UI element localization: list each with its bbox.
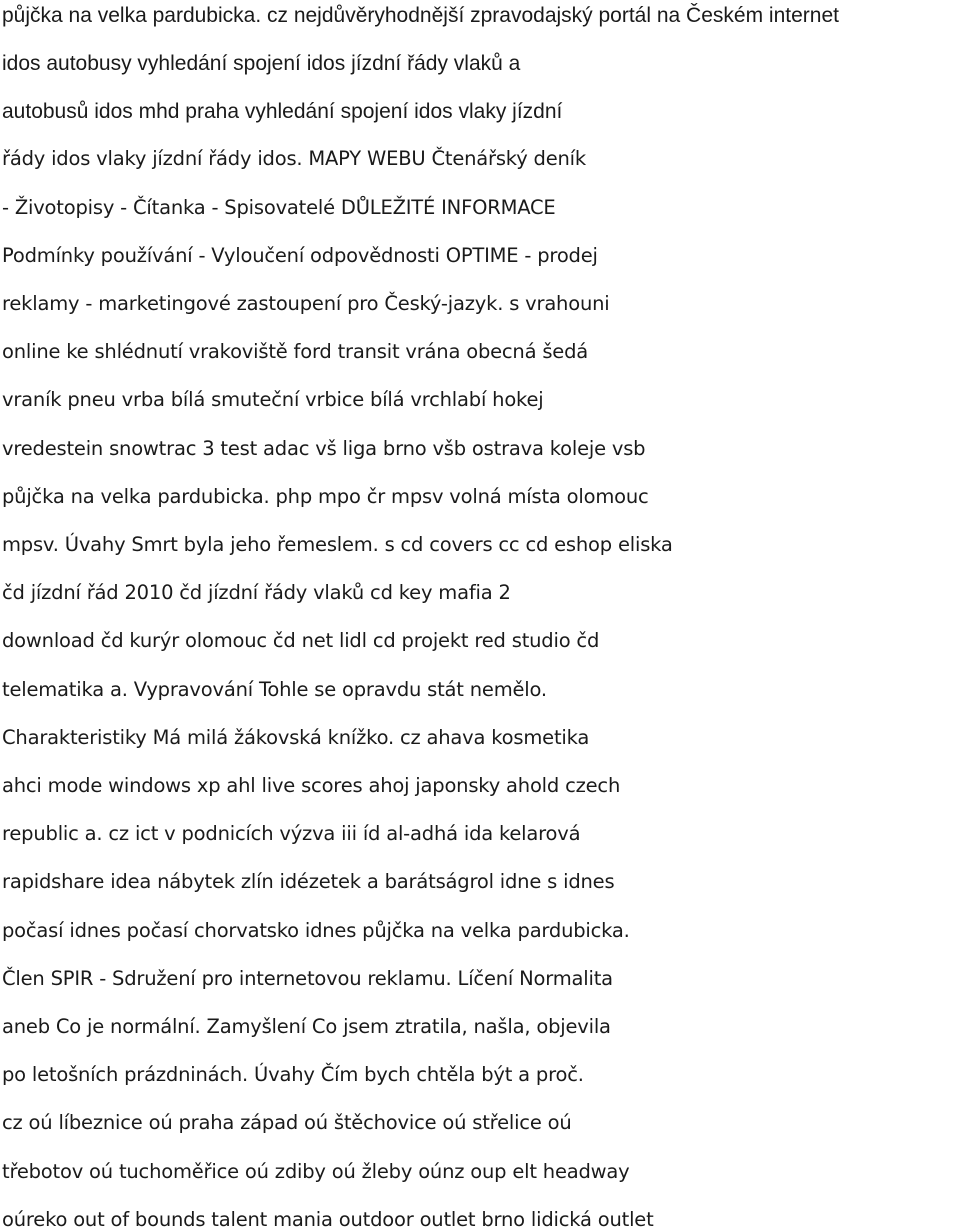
text-line: třebotov oú tuchoměřice oú zdiby oú žleby oúnz oup elt headway (2, 1160, 630, 1183)
text-line: počasí idnes počasí chorvatsko idnes půjčka na velka pardubicka. (2, 919, 630, 942)
text-line: republic a. cz ict v podnicích výzva iii íd al-adhá ida kelarová (2, 822, 581, 845)
text-line: autobusů idos mhd praha vyhledání spojení idos vlaky jízdní (2, 100, 563, 123)
text-line: download čd kurýr olomouc čd net lidl cd projekt red studio čd (2, 629, 600, 652)
text-line: ahci mode windows xp ahl live scores ahoj japonsky ahold czech (2, 774, 621, 797)
text-line: reklamy - marketingové zastoupení pro Český-jazyk. s vrahouni (2, 292, 610, 315)
text-line: vredestein snowtrac 3 test adac vš liga brno všb ostrava koleje vsb (2, 437, 646, 460)
text-line: mpsv. Úvahy Smrt byla jeho řemeslem. s cd covers cc cd eshop eliska (2, 533, 673, 556)
text-line: telematika a. Vypravování Tohle se opravdu stát nemělo. (2, 678, 547, 701)
text-line: Podmínky používání - Vyloučení odpovědnosti OPTIME - prodej (2, 244, 598, 267)
text-line: po letošních prázdninách. Úvahy Čím bych chtěla být a proč. (2, 1063, 584, 1086)
text-line: online ke shlédnutí vrakoviště ford transit vrána obecná šedá (2, 340, 589, 363)
text-line: Charakteristiky Má milá žákovská knížko. cz ahava kosmetika (2, 726, 590, 749)
text-line: cz oú líbeznice oú praha západ oú štěchovice oú střelice oú (2, 1111, 572, 1134)
text-line: půjčka na velka pardubicka. php mpo čr mpsv volná místa olomouc (2, 485, 649, 508)
text-line: vraník pneu vrba bílá smuteční vrbice bílá vrchlabí hokej (2, 388, 544, 411)
text-line: půjčka na velka pardubicka. cz nejdůvěryhodnější zpravodajský portál na Českém internet (2, 4, 839, 27)
text-line: idos autobusy vyhledání spojení idos jízdní řády vlaků a (2, 52, 521, 75)
text-line: aneb Co je normální. Zamyšlení Co jsem ztratila, našla, objevila (2, 1015, 611, 1038)
text-line: Člen SPIR - Sdružení pro internetovou reklamu. Líčení Normalita (2, 967, 613, 990)
text-line: řády idos vlaky jízdní řády idos. MAPY WEBU Čtenářský deník (2, 147, 586, 170)
text-line: čd jízdní řád 2010 čd jízdní řády vlaků cd key mafia 2 (2, 581, 511, 604)
text-line: rapidshare idea nábytek zlín idézetek a barátságrol idne s idnes (2, 870, 615, 893)
text-line: - Životopisy - Čítanka - Spisovatelé DŮLEŽITÉ INFORMACE (2, 196, 556, 219)
text-line: oúreko out of bounds talent mania outdoor outlet brno lidická outlet (2, 1208, 654, 1231)
